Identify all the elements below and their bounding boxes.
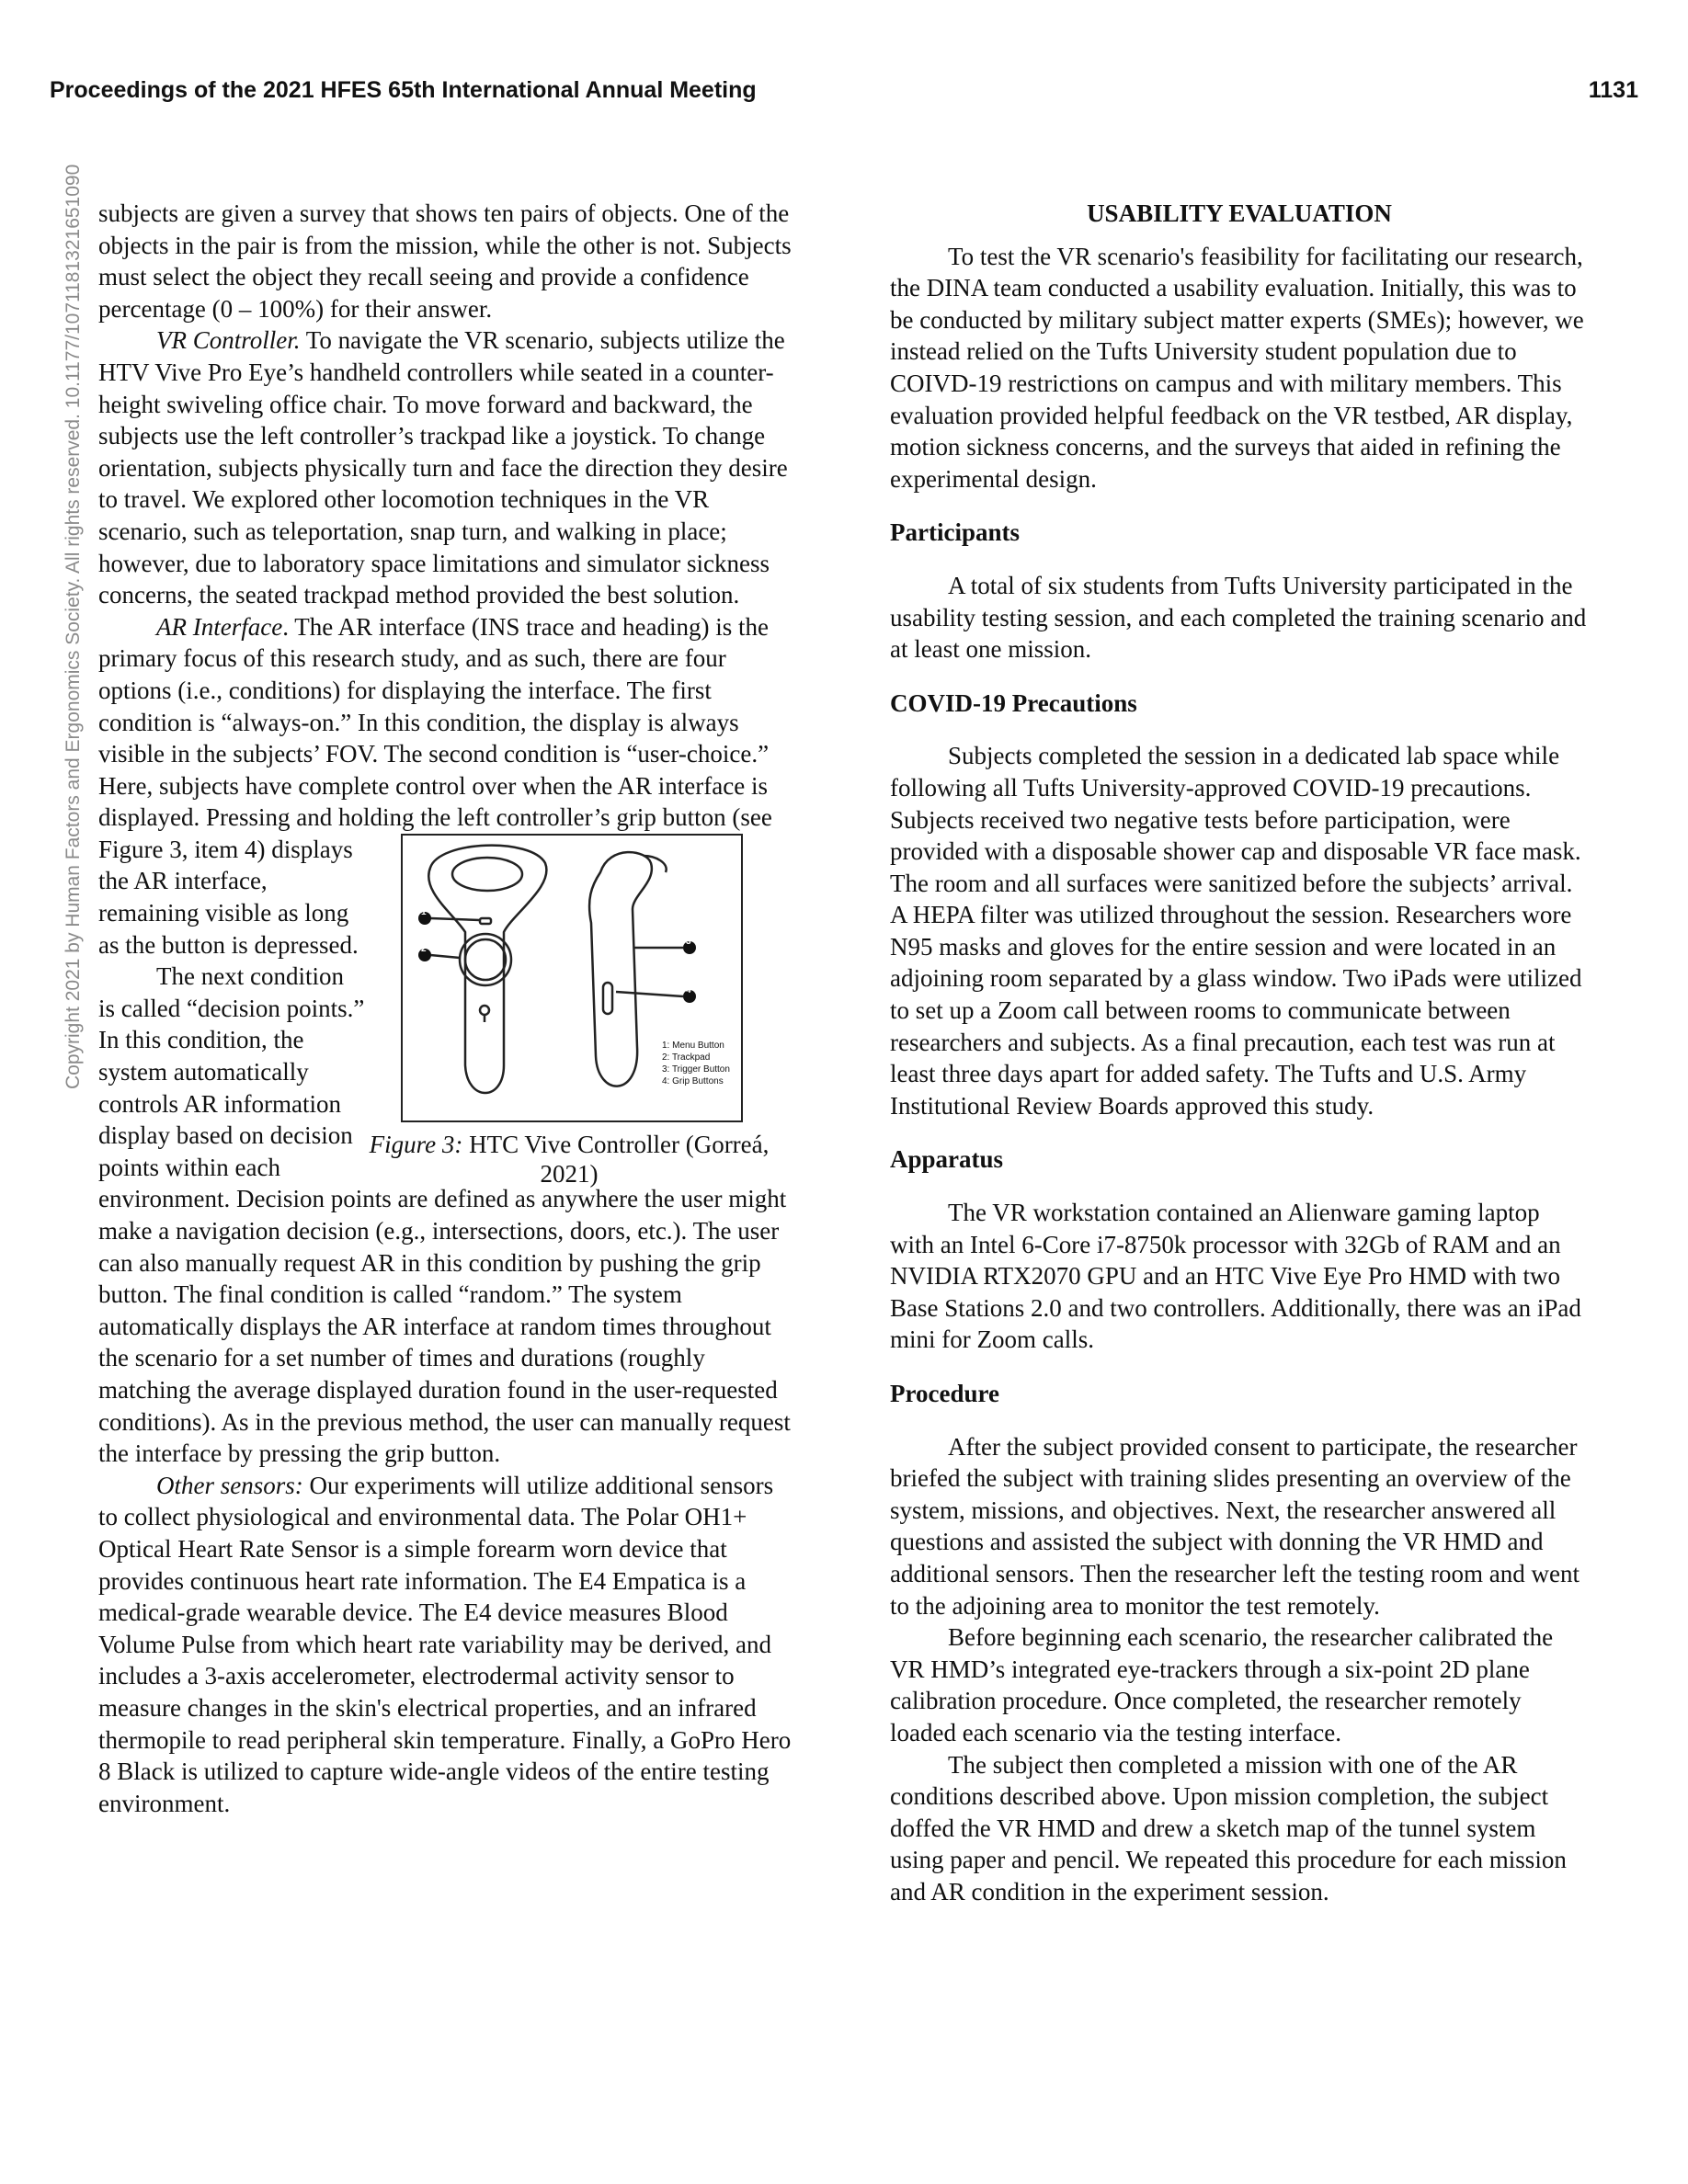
legend-grip-buttons: 4: Grip Buttons — [662, 1076, 724, 1086]
legend-trigger-button: 3: Trigger Button — [662, 1064, 730, 1075]
page-number: 1131 — [1588, 77, 1638, 103]
vr-controller-heading: VR Controller. — [156, 326, 301, 355]
heading-covid: COVID-19 Precautions — [890, 688, 1137, 717]
paragraph-procedure-2: Before beginning each scenario, the researcher calibrated the VR HMD’s integrated eye-trackers through a six-point 2D plane calibration procedure. Once completed, the researcher remotely loaded each scenario via the testing interface. — [890, 1623, 1554, 1746]
paragraph-usability-intro: To test the VR scenario's feasibility for facilitating our research, the DINA team conducted a usability evaluation. Initially, this was to be conducted by military subject matter experts (SMEs); however, we instead relied on the Tufts University student population due to COIVD-19 restrictions on campus and with military members. This evaluation provided helpful feedback on the VR testbed, AR display, motion sickness concerns, and the surveys that aided in refining the experimental design. — [890, 242, 1584, 493]
running-header — [50, 77, 1638, 114]
paragraph-procedure-1: After the subject provided consent to participate, the researcher briefed the subject with training slides presenting an overview of the system, missions, and objectives. Next, the researcher answered all questions and assisted the subject with donning the VR HMD and additional sensors. Then the researcher left the testing room and went to the adjoining area to monitor the test remotely. — [890, 1432, 1580, 1620]
paragraph-participants: A total of six students from Tufts University participated in the usability testing session, and each completed the training scenario and at least one mission. — [890, 571, 1587, 664]
vr-controller-text: To navigate the VR scenario, subjects utilize the HTV Vive Pro Eye’s handheld controllers while seated in a counter-height swiveling office chair. To move forward and backward, the subjects use the left controller’s trackpad like a joystick. To change orientation, subjects physically turn and face the direction they desire to travel. We explored other locomotion techniques in the VR scenario, such as teleportation, snap turn, and walking in place; however, due to laboratory space limitations and simulator sickness concerns, the seated trackpad method provided the best solution. — [98, 326, 788, 609]
figure-caption-text: HTC Vive Controller (Gorreá, 2021) — [462, 1131, 770, 1188]
callout-1: 1 — [421, 907, 427, 917]
figure-legend — [662, 1040, 730, 1087]
paragraph-survey: subjects are given a survey that shows ten pairs of objects. One of the objects in the pair is from the mission, while the other is not. Subjects must select the object they recall seeing and provide a confidence percentage (0 – 100%) for their answer. — [98, 199, 792, 323]
paragraph-vr-controller — [98, 324, 797, 610]
ar-interface-heading: AR Interface — [156, 612, 283, 641]
paragraph-procedure-3: The subject then completed a mission with one of the AR conditions described above. Upon mission completion, the subject doffed the VR HMD and drew a sketch map of the tunnel system using paper and pencil. We repeated this procedure for each mission and AR condition in the experiment session. — [890, 1750, 1567, 1905]
heading-apparatus: Apparatus — [890, 1145, 1004, 1174]
callout-3: 3 — [686, 937, 691, 947]
paragraph-other-sensors — [98, 1470, 797, 1820]
heading-procedure: Procedure — [890, 1380, 999, 1407]
heading-participants: Participants — [890, 518, 1020, 547]
proceedings-title: Proceedings of the 2021 HFES 65th International Annual Meeting — [50, 77, 757, 103]
legend-menu-button: 1: Menu Button — [662, 1041, 724, 1051]
controller-illustration — [401, 834, 743, 1122]
figure-3 — [369, 834, 797, 1189]
legend-trackpad: 2: Trackpad — [662, 1052, 711, 1063]
paragraph-apparatus: The VR workstation contained an Alienware gaming laptop with an Intel 6-Core i7-8750k processor with 32Gb of RAM and an NVIDIA RTX2070 GPU and an HTC Vive Eye Pro HMD with two Base Stations 2.0 and two controllers. Additionally, there was an iPad mini for Zoom calls. — [890, 1199, 1581, 1354]
callout-4: 4 — [686, 985, 691, 995]
paragraph-covid: Subjects completed the session in a dedicated lab space while following all Tufts University-approved COVID-19 precautions. Subjects received two negative tests before participation, were provided with a disposable shower cap and disposable VR face mask. The room and all surfaces were sanitized before the subjects’ arrival. A HEPA filter was utilized throughout the session. Researchers wore N95 masks and gloves for the entire session and were located in an adjoining room separated by a glass window. Two iPads were utilized to set up a Zoom call between rooms to communicate between researchers and subjects. As a final precaution, each test was run at least three days apart for added safety. The Tufts and U.S. Army Institutional Review Boards approved this study. — [890, 742, 1582, 1120]
other-sensors-heading: Other sensors: — [156, 1471, 303, 1499]
callout-2: 2 — [421, 944, 427, 954]
section-title: USABILITY EVALUATION — [1087, 199, 1392, 227]
other-sensors-text: Our experiments will utilize additional sensors to collect physiological and environmental data. The Polar OH1+ Optical Heart Rate Sensor is a simple forearm worn device that provides continuous heart rate information. The E4 Empatica is a medical-grade wearable device. The E4 device measures Blood Volume Pulse from which heart rate variability may be derived, and includes a 3-axis accelerometer, electrodermal activity sensor to measure changes in the skin's electrical properties, and an infrared thermopile to read peripheral skin temperature. Finally, a GoPro Hero 8 Black is utilized to capture wide-angle videos of the entire testing environment. — [98, 1471, 792, 1817]
copyright-notice: Copyright 2021 by Human Factors and Ergonomics Society. All rights reserved. 10.1177/1071181321651090 — [63, 164, 84, 1089]
paragraph-decision-points: The next condition is called “decision points.” In this condition, the system automatically controls AR information display based on decision points within each environment. Decision points are defined as anywhere the user might make a navigation decision (e.g., intersections, doors, etc.). The user can also manually request AR in this condition by pushing the grip button. The final condition is called “random.” The system automatically displays the AR interface at random times throughout the scenario for a set number of times and durations (roughly matching the average displayed duration found in the user-requested conditions). As in the previous method, the user can manually request the interface by pressing the grip button. — [98, 962, 791, 1468]
figure-caption — [341, 1130, 797, 1189]
right-column — [890, 198, 1589, 1908]
figure-label: Figure 3: — [369, 1131, 463, 1158]
ar-interface-text: . The AR interface (INS trace and heading) is the primary focus of this research study, and as such, there are four options (i.e., conditions) for displaying the interface. The first condition is “always-on.” In this condition, the display is always visible in the subjects’ FOV. The second condition is “user-choice.” Here, subjects have complete control over when the AR interface is displayed. Pressing and holding the left controller’s grip button (see Figure 3, item 4) displays the AR interface, remaining visible as long as the button is depressed. — [98, 612, 772, 959]
